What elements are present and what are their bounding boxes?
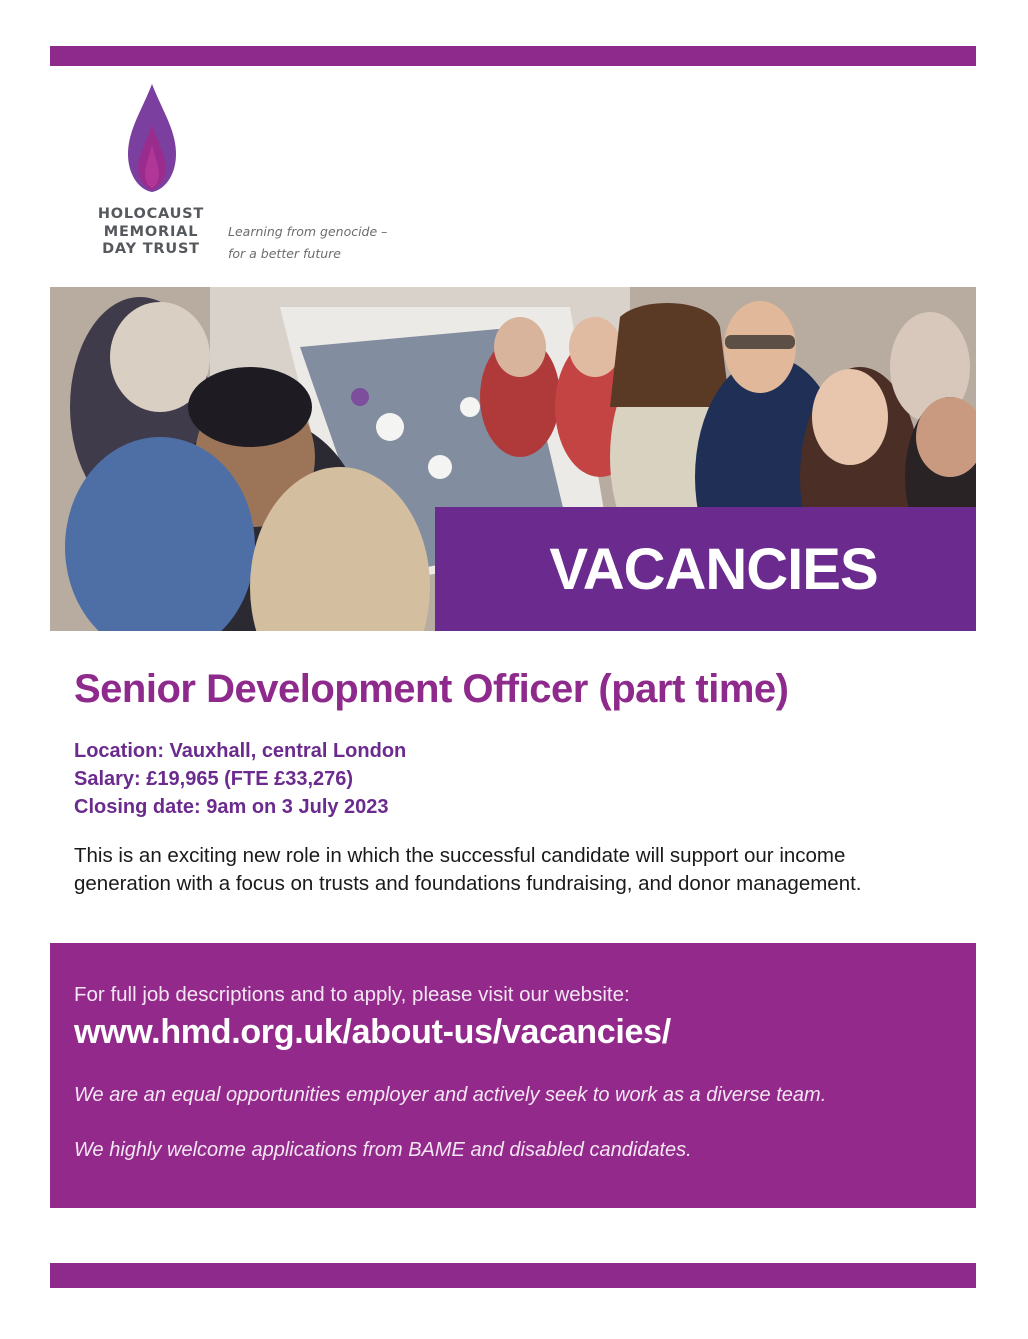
organisation-name-line: MEMORIAL [103,223,199,240]
organisation-tagline [228,221,387,265]
job-intro-line: generation with a focus on trusts and foundations fundraising, and donor management. [74,872,862,895]
organisation-logo [88,84,408,264]
job-details [74,737,406,821]
vacancies-heading: VACANCIES [549,536,878,602]
job-intro [74,842,954,898]
tagline-line: Learning from genocide – [228,224,388,239]
vacancies-banner [435,507,976,631]
bottom-accent-bar [50,1263,976,1288]
job-title: Senior Development Officer (part time) [74,667,789,711]
job-location: Location: Vauxhall, central London [74,740,407,762]
tagline-line: for a better future [228,246,342,261]
apply-panel [50,943,976,1208]
diversity-note: We highly welcome applications from BAME and disabled candidates. [74,1139,692,1161]
equal-opportunities-note: We are an equal opportunities employer and actively seek to work as a diverse team. [74,1084,827,1106]
organisation-name-line: DAY TRUST [102,241,200,257]
organisation-name [88,206,214,259]
organisation-name-line: HOLOCAUST [97,206,205,222]
top-accent-bar [50,46,976,66]
job-closing-date: Closing date: 9am on 3 July 2023 [74,796,389,818]
apply-lead-text: For full job descriptions and to apply, please visit our website: [74,983,630,1006]
flame-icon [128,84,176,192]
vacancies-link[interactable]: www.hmd.org.uk/about-us/vacancies/ [74,1013,671,1051]
job-salary: Salary: £19,965 (FTE £33,276) [74,768,354,790]
job-intro-line: This is an exciting new role in which the successful candidate will support our income [74,844,846,867]
